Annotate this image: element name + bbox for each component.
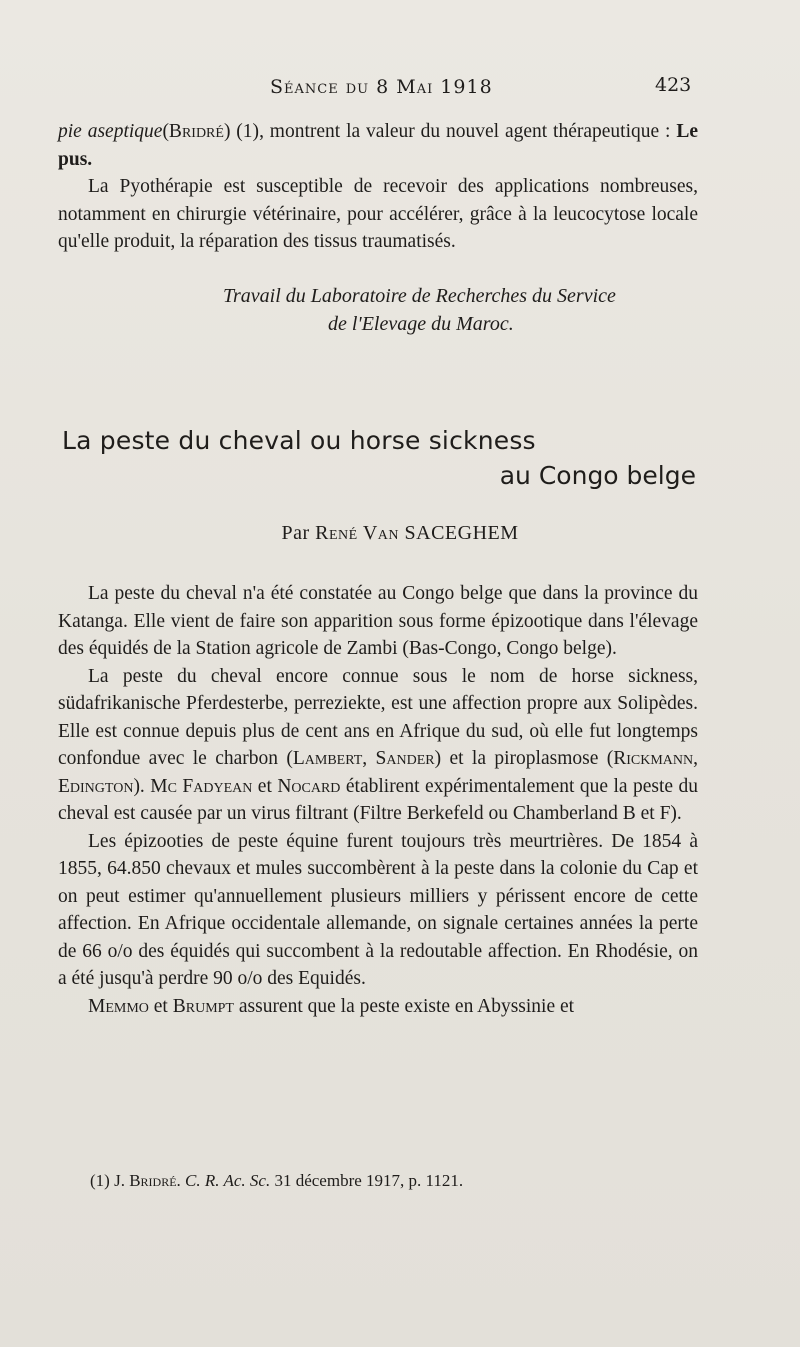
footnote: (1) J. Bridré. C. R. Ac. Sc. 31 décembre 1917, p. 1121. [90,1171,464,1190]
text-fragment: et [148,995,173,1017]
author-reference: Edington [58,775,134,797]
text-fragment: , [693,748,699,769]
article-paragraph-3: Les épizooties de peste équine furent toujours très meurtrières. De 1854 à 1855, 64.850 chevaux et mules succombèrent à la peste dans la colonie du Cap et on peut estimer qu'annuellement plusieurs milliers y périssent encore de cette affection. En Afrique occidentale allemande, on signale certaines années la perte de 66 o/o des équidés qui succombent à la redoutable affection. En Rhodésie, on a été jusqu'à perdre 90 o/o des Equidés. [58,830,698,989]
article-paragraph-2 [58,663,698,828]
text-fragment: assurent que la peste existe en Abyssinie et [233,995,575,1017]
text-fragment: , [362,748,376,769]
text-fragment: ). [133,775,151,797]
intro-paragraph-2: La Pyothérapie est susceptible de recevoir des applications nombreuses, notamment en chirurgie vétérinaire, pour accélérer, grâce à la leucocytose locale qu'elle produit, la réparation des tissus traumatisés. [58,176,698,252]
intro-text [58,118,698,256]
article-author [0,522,800,545]
intro-text-fragment: , montrent la valeur du nouvel agent thérapeutique : [259,121,677,142]
text-fragment: établirent expérimentalement que la peste du cheval est causée par un virus filtrant (Filtre Berkefeld ou Chamberland B et F). [58,775,698,824]
author-reference: Memmo [88,995,149,1017]
author-reference: Mc Fadyean [150,775,253,797]
footnote-mark: (1) [230,121,260,142]
author-reference: Rickmann [613,748,694,769]
text-fragment: et [252,775,278,797]
author-reference: (Bridré) [162,121,231,142]
author-reference: Nocard [277,775,341,797]
text-fragment: ) et la piroplasmose ( [434,748,614,769]
laboratory-credit [58,282,698,338]
author-name: René Van SACEGHEM [315,522,519,544]
running-head [0,72,800,102]
author-reference: Brumpt [172,995,234,1017]
italic-lead: pie aseptique [58,121,163,142]
bold-phrase: Le pus. [58,121,699,170]
page-number: 423 [655,74,692,96]
intro-paragraph-1 [58,118,698,173]
footnote-mark: (1) J. [90,1171,130,1190]
article-title-line-1: La peste du cheval ou horse sickness [62,426,536,455]
footnote-text: 31 décembre 1917, p. 1121. [270,1171,464,1190]
text-fragment: La peste du cheval encore connue sous le nom de horse sickness, südafrikanische Pferdesterbe, perreziekte, est une affection propre aux Solipèdes. Elle est connue depuis plus de cent ans en Afrique du sud, où elle fut longtemps confondue avec le charbon ( [58,665,698,769]
author-reference: Sander [375,748,435,769]
running-title: Séance du 8 Mai 1918 [270,76,493,98]
article-title-line-2: au Congo belge [499,461,696,490]
credit-line-1: Travail du Laboratoire de Recherches du Service [223,285,616,307]
footnote-journal: C. R. Ac. Sc. [185,1171,271,1190]
article-paragraph-1: La peste du cheval n'a été constatée au Congo belge que dans la province du Katanga. Elle vient de faire son apparition sous forme épizootique dans l'élevage des équidés de la Station agricole de Zambi (Bas-Congo, Congo belge). [58,583,698,659]
footnote-author: Bridré [129,1171,177,1190]
author-reference: Lambert [292,748,363,769]
credit-line-2: de l'Elevage du Maroc. [328,313,514,335]
article-paragraph-4 [58,993,698,1021]
article-body [58,580,698,1020]
author-prefix: Par [281,522,316,544]
